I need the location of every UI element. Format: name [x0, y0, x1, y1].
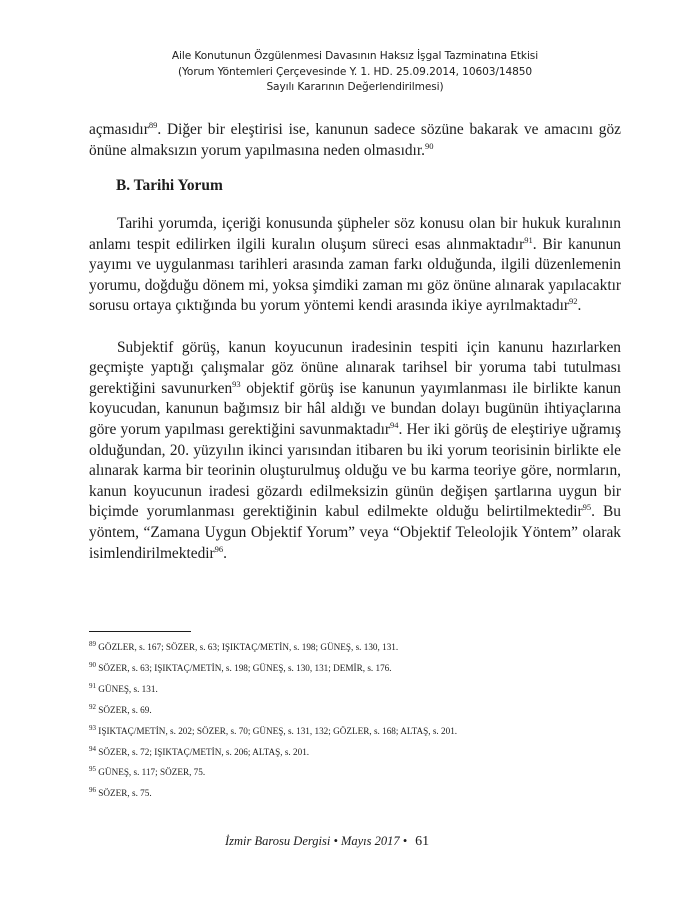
text-run: Subjektif görüş, kanun koyucunun iradesinin tespiti için kanunu hazırlarken geçmişte yaptığı çalışmalar göz önüne alınarak tarihsel bir yoruma tabi tutulması gerektiğini savunurken	[89, 338, 621, 397]
footnote-ref-91[interactable]: 91	[524, 234, 533, 245]
footnote	[89, 762, 621, 783]
text-run: . Diğer bir eleştirisi ise, kanunun sadece sözüne bakarak ve amacını göz önüne almaksızın yorum yapılmasına neden olmasıdır.	[89, 121, 621, 159]
footnote-ref-94[interactable]: 94	[390, 419, 399, 430]
section-heading: B. Tarihi Yorum	[116, 177, 223, 194]
footnote-text: GÜNEŞ, s. 117; SÖZER, 75.	[98, 767, 206, 778]
footnote-ref-96[interactable]: 96	[214, 543, 224, 554]
footnote-ref-93[interactable]: 93	[232, 378, 241, 389]
text-run: objektif görüş ise kanunun yayımlanması ile birlikte kanun koyucudan, kanunun bağımsız bir hâl aldığı ve bundan dolayı bugünün ihtiyaçlarına göre yorum yapılması gerektiğini savunmaktadır	[89, 379, 621, 438]
text-run: açmasıdır	[89, 121, 149, 138]
body-section-top	[89, 120, 621, 161]
footnote-ref-92[interactable]: 92	[568, 296, 578, 307]
footnote	[89, 742, 621, 763]
footnote-text: IŞIKTAÇ/METİN, s. 202; SÖZER, s. 70; GÜNEŞ, s. 131, 132; GÖZLER, s. 168; ALTAŞ, s. 201.	[98, 725, 458, 736]
footnote-number: 92	[89, 702, 96, 711]
footnote-text: SÖZER, s. 72; IŞIKTAÇ/METİN, s. 206; ALTAŞ, s. 201.	[98, 746, 310, 757]
text-run: . Her iki görüş de eleştiriye uğramış olduğundan, 20. yüzyılın ikinci yarısından itibaren bu iki yorum teorisinin birlikte ele alınarak karma bir teorinin oluşturulmuş olduğu ve bu karma teoriye göre, normların, kanun koyucunun iradesi gözardı edilmeksizin günün değişen şartlarına uygun bir biçimde yorumlanması gerektiğinin kabul edilmekte olduğu belirtilmektedir	[89, 420, 621, 521]
footnote-number: 90	[89, 660, 96, 669]
footnote-number: 91	[89, 681, 96, 690]
footnote-text: GÜNEŞ, s. 131.	[98, 683, 158, 694]
page-footer	[225, 834, 605, 850]
running-head	[90, 49, 620, 96]
text-run: . Bu yöntem, “Zamana Uygun Objektif Yorum” veya “Objektif Teleolojik Yöntem” olarak isimlendirilmektedir	[89, 503, 621, 562]
footnote	[89, 658, 621, 679]
footnote	[89, 679, 621, 700]
text-run: . Bir kanunun yayımı ve uygulanması tarihleri arasında zaman farkı olduğunda, ilgili düzenlemenin yorumu, doğduğu dönem mi, yoksa şimdiki zaman mı göz önüne alınarak yapılacaktır sorusu ortaya çıktığında bu yorum yöntemi kendi arasında ikiye ayrılmaktadır	[89, 235, 621, 315]
footnote-number: 95	[89, 765, 96, 774]
footnote	[89, 721, 621, 742]
paragraph-continuation	[89, 120, 621, 161]
footnote-text: SÖZER, s. 75.	[98, 788, 152, 799]
running-head-line: (Yorum Yöntemleri Çerçevesinde Y. 1. HD. 25.09.2014, 10603/14850	[177, 65, 533, 78]
footnote-ref-95[interactable]: 95	[582, 502, 592, 513]
footnote	[89, 637, 621, 658]
running-head-line: Aile Konutunun Özgülenmesi Davasının Haksız İşgal Tazminatına Etkisi	[171, 50, 539, 62]
footnote-text: SÖZER, s. 69.	[98, 704, 152, 715]
footnote-number: 89	[89, 639, 96, 648]
footnote-text: GÖZLER, s. 167; SÖZER, s. 63; IŞIKTAÇ/METİN, s. 198; GÜNEŞ, s. 130, 131.	[98, 642, 399, 652]
footnote-ref-90[interactable]: 90	[424, 140, 434, 151]
footnote-number: 96	[89, 786, 96, 795]
text-run: .	[577, 297, 582, 315]
paragraph	[89, 214, 621, 317]
footnote	[89, 700, 621, 721]
journal-name: İzmir Barosu Dergisi • Mayıs 2017 •	[225, 834, 408, 848]
text-run: .	[223, 544, 228, 562]
footnote-text: SÖZER, s. 63; IŞIKTAÇ/METİN, s. 198; GÜNEŞ, s. 130, 131; DEMİR, s. 176.	[98, 662, 392, 673]
footnotes	[89, 637, 621, 804]
text-run: Tarihi yorumda, içeriği konusunda şüpheler söz konusu olan bir hukuk kuralının anlamı tespit edilirken ilgili kuralın oluşum süreci esas alınmaktadır	[89, 215, 621, 253]
footnote-ref-89[interactable]: 89	[148, 119, 158, 130]
footnote-number: 94	[89, 744, 96, 753]
footnote	[89, 783, 621, 804]
footnote-number: 93	[89, 723, 96, 732]
footnote-separator	[89, 631, 191, 632]
paragraph	[89, 338, 621, 565]
body-section-historical	[89, 214, 621, 564]
running-head-line: Sayılı Kararının Değerlendirilmesi)	[266, 81, 444, 93]
page-number: 61	[415, 834, 430, 849]
